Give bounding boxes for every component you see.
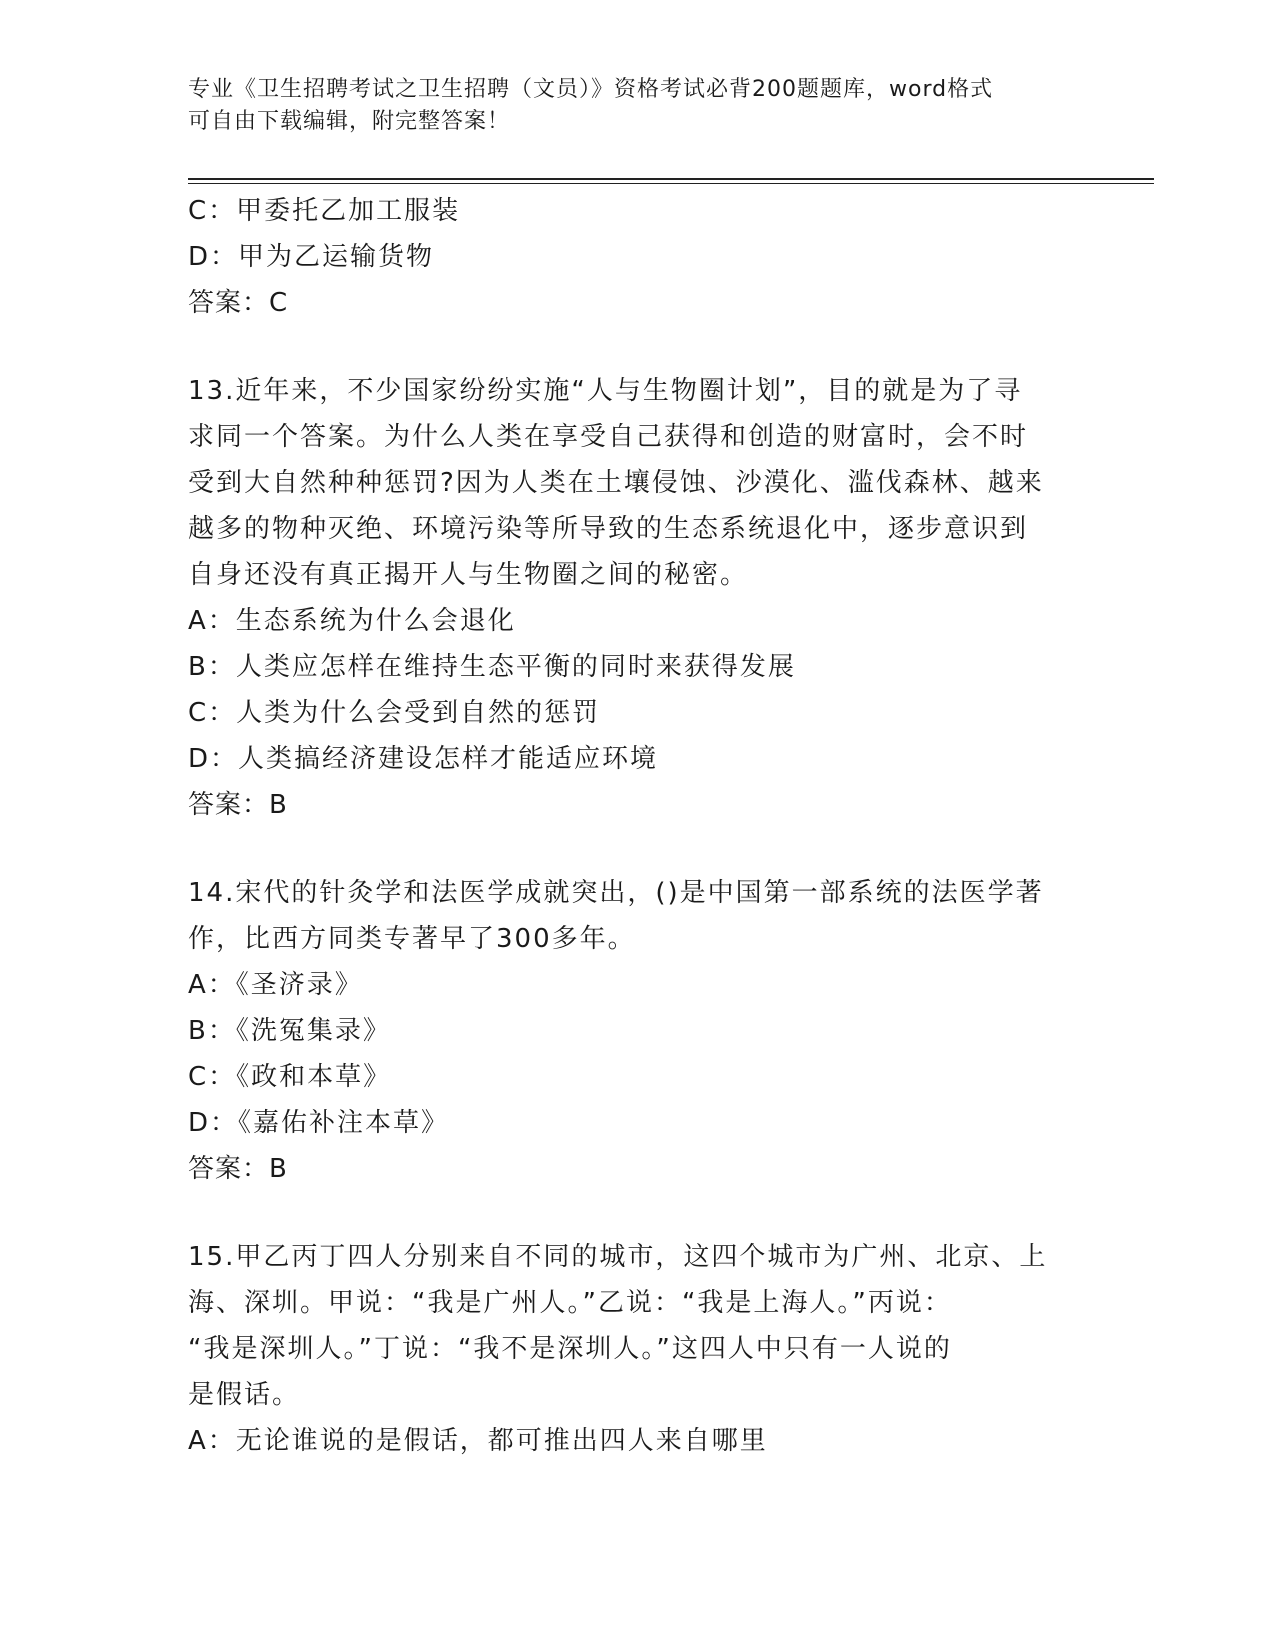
q14-option-a: A：《圣济录》 [188, 970, 363, 1000]
q14-text-line: 14.宋代的针灸学和法医学成就突出，()是中国第一部系统的法医学著 [188, 878, 1044, 908]
q13-option-c: C：人类为什么会受到自然的惩罚 [188, 698, 601, 728]
q12-option-c: C：甲委托乙加工服装 [188, 196, 461, 226]
question-15 [188, 1234, 1068, 1464]
q13-text-line: 受到大自然种种惩罚?因为人类在土壤侵蚀、沙漠化、滥伐森林、越来 [188, 468, 1044, 498]
q14-option-b: B：《洗冤集录》 [188, 1016, 391, 1046]
q13-text-line: 越多的物种灭绝、环境污染等所导致的生态系统退化中，逐步意识到 [188, 514, 1029, 544]
q13-option-b: B：人类应怎样在维持生态平衡的同时来获得发展 [188, 652, 796, 682]
q15-option-a: A：无论谁说的是假话，都可推出四人来自哪里 [188, 1426, 768, 1456]
q15-text-line: 是假话。 [188, 1380, 301, 1410]
question-14 [188, 870, 1068, 1192]
q13-text-line: 求同一个答案。为什么人类在享受自己获得和创造的财富时，会不时 [188, 422, 1029, 452]
header-rule-thick [188, 178, 1154, 180]
q13-text-line: 13.近年来，不少国家纷纷实施“人与生物圈计划”，目的就是为了寻 [188, 376, 1023, 406]
document-header [188, 74, 1068, 138]
q12-answer: 答案：C [188, 288, 289, 318]
header-rule-thin [188, 183, 1154, 184]
header-line-1: 专业《卫生招聘考试之卫生招聘（文员）》资格考试必背200题题库，word格式 [188, 77, 994, 102]
q15-text-line: 15.甲乙丙丁四人分别来自不同的城市，这四个城市为广州、北京、上 [188, 1242, 1048, 1272]
question-12 [188, 188, 1068, 326]
q13-text-line: 自身还没有真正揭开人与生物圈之间的秘密。 [188, 560, 749, 590]
header-line-2: 可自由下载编辑，附完整答案！ [188, 109, 511, 134]
q15-text-line: “我是深圳人。”丁说：“我不是深圳人。”这四人中只有一人说的 [188, 1334, 952, 1364]
q13-option-d: D：人类搞经济建设怎样才能适应环境 [188, 744, 659, 774]
q15-text-line: 海、深圳。甲说：“我是广州人。”乙说：“我是上海人。”丙说： [188, 1288, 952, 1318]
question-content [188, 188, 1068, 1464]
q12-option-d: D：甲为乙运输货物 [188, 242, 435, 272]
question-13 [188, 368, 1068, 828]
q14-option-c: C：《政和本草》 [188, 1062, 392, 1092]
q14-answer: 答案：B [188, 1154, 288, 1184]
q13-answer: 答案：B [188, 790, 288, 820]
q14-text-line: 作，比西方同类专著早了300多年。 [188, 924, 636, 954]
q14-option-d: D：《嘉佑补注本草》 [188, 1108, 450, 1138]
q13-option-a: A：生态系统为什么会退化 [188, 606, 516, 636]
